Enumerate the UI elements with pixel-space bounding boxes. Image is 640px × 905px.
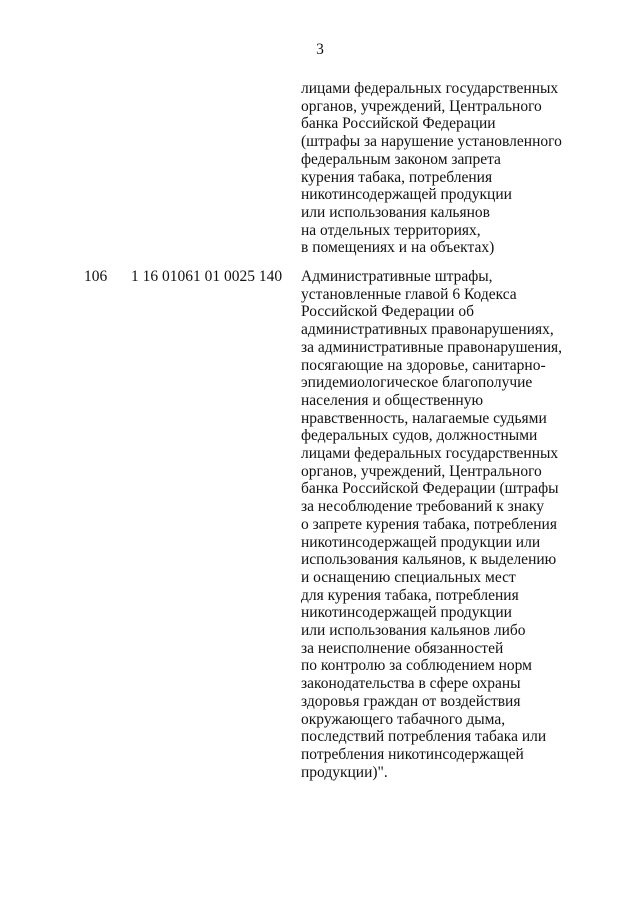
text-line: посягающие на здоровье, санитарно- [301, 356, 546, 374]
text-line: федеральных судов, должностными [301, 427, 538, 445]
text-line: федеральным законом запрета [301, 150, 501, 168]
text-line: установленные главой 6 Кодекса [301, 285, 517, 303]
text-line: никотинсодержащей продукции или [301, 533, 541, 551]
text-line: административных правонарушениях, [301, 321, 554, 339]
text-line: здоровья граждан от воздействия [301, 692, 521, 710]
text-line: за несоблюдение требований к знаку [301, 498, 544, 516]
text-line: нравственность, налагаемые судьями [301, 409, 547, 427]
text-line: за неисполнение обязанностей [301, 639, 504, 657]
text-line: и оснащению специальных мест [301, 568, 516, 586]
text-line: использования кальянов, к выделению [301, 551, 557, 569]
text-line: за административные правонарушения, [301, 338, 563, 356]
text-line: законодательства в сфере охраны [301, 675, 521, 693]
text-line: эпидемиологическое благополучие [301, 374, 533, 392]
text-line: Административные штрафы, [301, 268, 493, 285]
row-code: 1 16 01061 01 0025 140 [131, 268, 283, 285]
text-line: или использования кальянов либо [301, 622, 526, 640]
text-line: органов, учреждений, Центрального [301, 462, 542, 480]
text-line: (штрафы за нарушение установленного [301, 133, 562, 151]
page-number: 3 [316, 41, 324, 58]
text-line: для курения табака, потребления [301, 586, 519, 604]
text-line: банка Российской Федерации (штрафы [301, 480, 559, 498]
text-line: органов, учреждений, Центрального [301, 97, 542, 115]
text-line: лицами федеральных государственных [301, 445, 559, 463]
text-line: на отдельных территориях, [301, 221, 481, 239]
text-line: курения табака, потребления [301, 168, 493, 186]
text-line: о запрете курения табака, потребления [301, 515, 557, 533]
text-line: последствий потребления табака или [301, 728, 547, 746]
row-description [301, 268, 631, 781]
text-line: лицами федеральных государственных [301, 80, 559, 97]
text-line: в помещениях и на объектах) [301, 239, 495, 257]
text-line: никотинсодержащей продукции [301, 186, 512, 204]
text-line: потребления никотинсодержащей [301, 745, 524, 763]
row-number: 106 [84, 268, 108, 285]
text-line: или использования кальянов [301, 203, 490, 221]
text-line: никотинсодержащей продукции [301, 604, 512, 622]
text-line: населения и общественную [301, 391, 484, 409]
text-line: по контролю за соблюдением норм [301, 657, 532, 675]
text-line: окружающего табачного дыма, [301, 710, 506, 728]
text-line: Российской Федерации об [301, 303, 474, 321]
continuation-text [301, 80, 631, 257]
text-line: продукции)". [301, 763, 388, 781]
text-line: банка Российской Федерации [301, 115, 496, 133]
